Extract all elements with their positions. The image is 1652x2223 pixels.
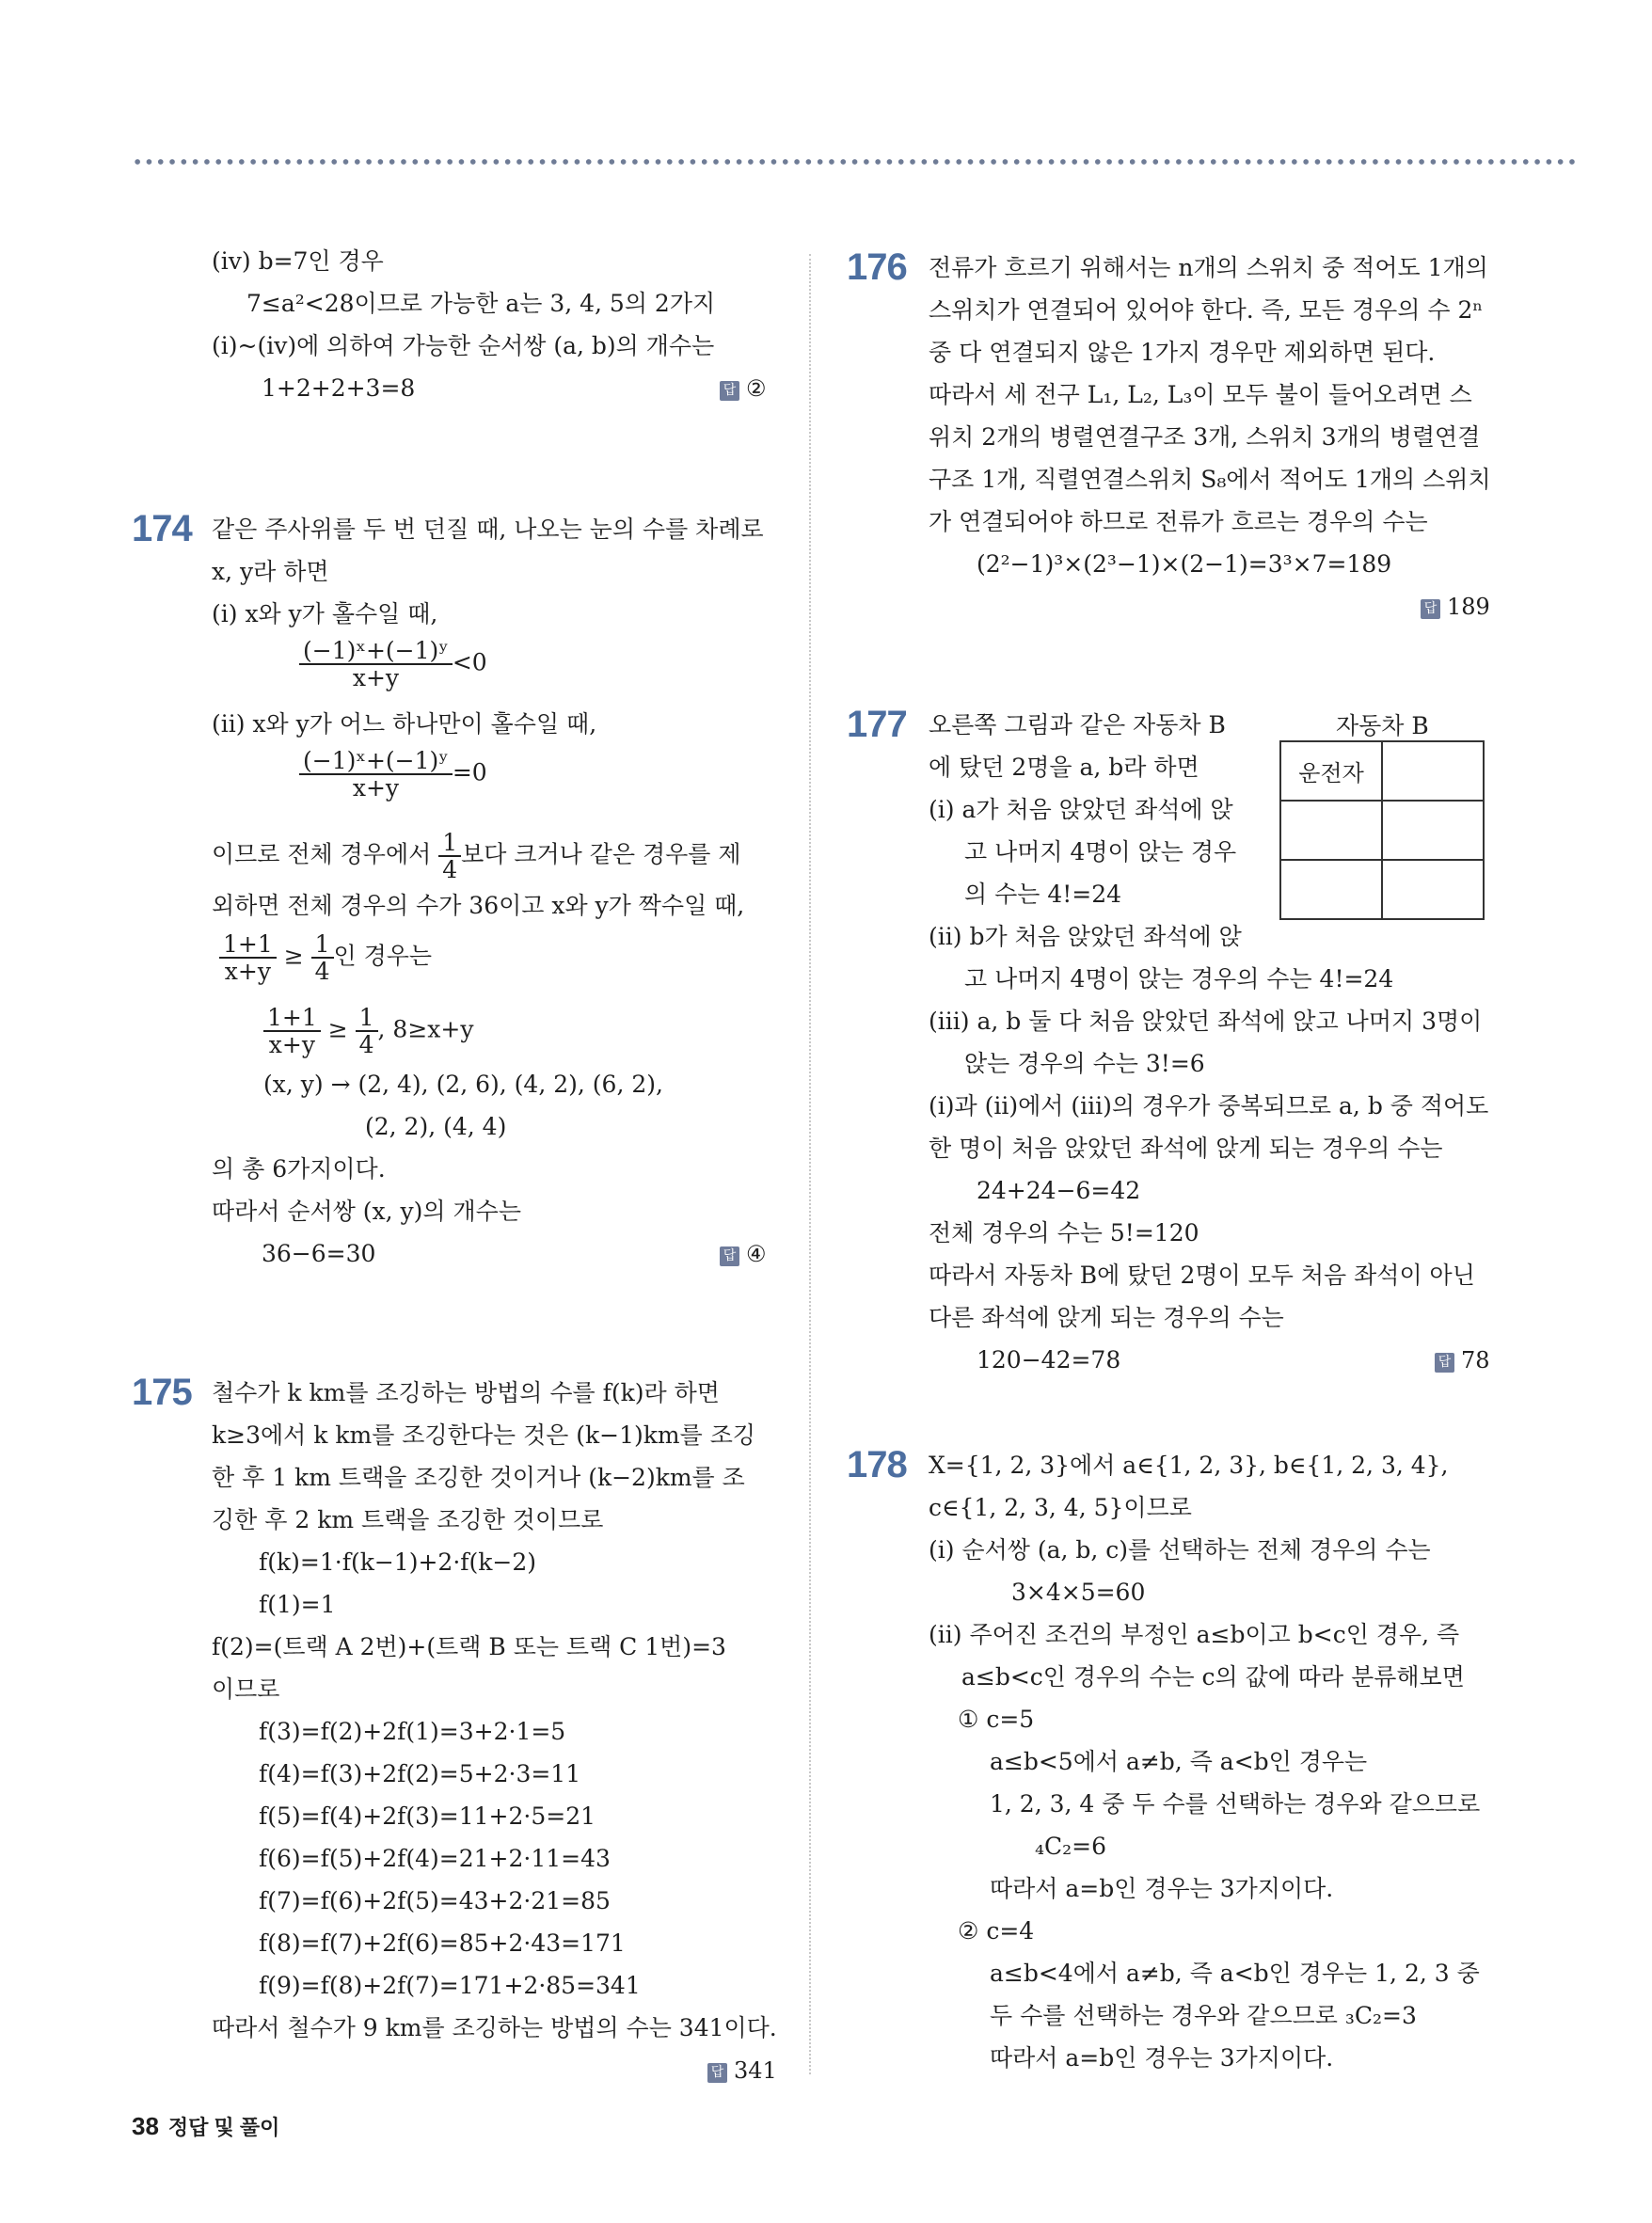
frac-denominator: x+y <box>352 774 400 802</box>
p178-line: 따라서 a=b인 경우는 3가지이다. <box>990 1875 1334 1902</box>
seat <box>1280 860 1382 919</box>
p176-line: 스위치가 연결되어 있어야 한다. 즉, 모든 경우의 수 2ⁿ <box>929 296 1484 324</box>
p177-answer <box>1435 1346 1490 1374</box>
header-dotted-rule <box>132 158 1577 166</box>
p175-line: f(3)=f(2)+2f(1)=3+2·1=5 <box>259 1718 566 1745</box>
frac-denominator: x+y <box>268 1031 315 1058</box>
p175-line: k≥3에서 k km를 조깅한다는 것은 (k−1)km를 조깅 <box>212 1421 756 1449</box>
text-segment: 이므로 전체 경우에서 <box>212 840 432 868</box>
p177-line: 고 나머지 4명이 앉는 경우의 수는 4!=24 <box>964 965 1394 992</box>
text-segment: 인 경우는 <box>333 942 433 970</box>
p173-answer <box>720 374 767 403</box>
p177-line: 고 나머지 4명이 앉는 경우 <box>964 838 1237 865</box>
problem-number-178: 178 <box>847 1444 907 1485</box>
frac-numerator: 1 <box>356 1005 378 1032</box>
p176-line: 중 다 연결되지 않은 1가지 경우만 제외하면 된다. <box>929 339 1436 366</box>
p176-line: (2²−1)³×(2³−1)×(2−1)=3³×7=189 <box>977 550 1392 578</box>
p178-line: ② c=4 <box>958 1917 1035 1945</box>
p178-line: (ii) 주어진 조건의 부정인 a≤b이고 b<c인 경우, 즉 <box>929 1621 1460 1648</box>
p175-line: 한 후 1 km 트랙을 조깅한 것이거나 (k−2)km를 조 <box>212 1464 745 1491</box>
problem-number-175: 175 <box>132 1372 192 1413</box>
p174-frac-i <box>299 638 487 691</box>
answer-badge: 답 <box>1421 599 1440 619</box>
seat <box>1280 801 1382 860</box>
text-segment: 보다 크거나 같은 경우를 제 <box>461 840 741 868</box>
p174-ineq1 <box>219 931 432 984</box>
p174-line: 따라서 순서쌍 (x, y)의 개수는 <box>212 1198 521 1225</box>
p175-line: f(2)=(트랙 A 2번)+(트랙 B 또는 트랙 C 1번)=3 <box>212 1633 726 1660</box>
p174-line: x, y라 하면 <box>212 558 329 585</box>
frac-denominator: 4 <box>442 856 458 883</box>
p174-line: (2, 2), (4, 4) <box>365 1113 507 1140</box>
p178-line: ₄C₂=6 <box>1035 1833 1107 1860</box>
p174-answer <box>720 1240 767 1268</box>
p177-line: 앉는 경우의 수는 3!=6 <box>964 1050 1205 1077</box>
p177-line: (iii) a, b 둘 다 처음 앉았던 좌석에 앉고 나머지 3명이 <box>929 1008 1483 1035</box>
p175-line: 철수가 k km를 조깅하는 방법의 수를 f(k)라 하면 <box>212 1379 720 1406</box>
p175-line: f(5)=f(4)+2f(3)=11+2·5=21 <box>259 1802 596 1830</box>
p175-line: 따라서 철수가 9 km를 조깅하는 방법의 수는 341이다. <box>212 2014 777 2041</box>
answer-value: ④ <box>746 1241 767 1267</box>
frac-denominator: 4 <box>314 958 330 985</box>
p178-line: a≤b<4에서 a≠b, 즉 a<b인 경우는 1, 2, 3 중 <box>990 1960 1480 1987</box>
p177-line: (ii) b가 처음 앉았던 좌석에 앉 <box>929 923 1242 950</box>
p178-line: a≤b<5에서 a≠b, 즉 a<b인 경우는 <box>990 1748 1368 1775</box>
p178-line: 두 수를 선택하는 경우와 같으므로 ₃C₂=3 <box>990 2002 1417 2029</box>
p175-line: f(7)=f(6)+2f(5)=43+2·21=85 <box>259 1887 611 1914</box>
p176-line: 따라서 세 전구 L₁, L₂, L₃이 모두 불이 들어오려면 스 <box>929 381 1472 408</box>
seat <box>1382 741 1484 801</box>
p175-line: f(1)=1 <box>259 1591 336 1618</box>
p173-case4-title: (iv) b=7인 경우 <box>212 247 384 275</box>
car-seat-diagram <box>1279 740 1485 920</box>
seat <box>1382 801 1484 860</box>
p174-line: 의 총 6가지이다. <box>212 1155 386 1183</box>
frac-relation: <0 <box>452 648 487 676</box>
p174-line: (x, y) → (2, 4), (2, 6), (4, 2), (6, 2), <box>263 1071 663 1098</box>
answer-value: 189 <box>1447 594 1490 620</box>
p177-line: 한 명이 처음 앉았던 좌석에 앉게 되는 경우의 수는 <box>929 1135 1443 1162</box>
frac-denominator: x+y <box>224 958 271 985</box>
p176-answer <box>1421 593 1490 621</box>
p175-line: f(k)=1·f(k−1)+2·f(k−2) <box>259 1548 537 1576</box>
p177-line: 따라서 자동차 B에 탔던 2명이 모두 처음 좌석이 아닌 <box>929 1262 1475 1289</box>
frac-numerator: 1+1 <box>219 931 277 959</box>
p177-line: (i)과 (ii)에서 (iii)의 경우가 중복되므로 a, b 중 적어도 <box>929 1092 1489 1119</box>
p177-line: 다른 좌석에 앉게 되는 경우의 수는 <box>929 1304 1284 1331</box>
p174-line: 외하면 전체 경우의 수가 36이고 x와 y가 짝수일 때, <box>212 892 745 919</box>
frac-numerator: 1 <box>311 931 334 959</box>
p174-quarter-line <box>212 830 741 882</box>
p177-line: 에 탔던 2명을 a, b라 하면 <box>929 754 1199 781</box>
answer-badge: 답 <box>707 2063 727 2083</box>
answer-value: 341 <box>734 2057 777 2084</box>
p173-case4-line: 7≤a²<28이므로 가능한 a는 3, 4, 5의 2가지 <box>246 290 716 317</box>
p177-line: 전체 경우의 수는 5!=120 <box>929 1219 1199 1246</box>
car-figure-title: 자동차 B <box>1336 712 1429 739</box>
p174-line: (ii) x와 y가 어느 하나만이 홀수일 때, <box>212 710 597 738</box>
p175-line: 이므로 <box>212 1675 280 1703</box>
frac-numerator: 1 <box>438 830 461 857</box>
p178-line: 3×4×5=60 <box>1011 1579 1146 1606</box>
p177-line: 24+24−6=42 <box>977 1177 1141 1204</box>
p178-line: a≤b<c인 경우의 수는 c의 값에 따라 분류해보면 <box>961 1663 1465 1691</box>
p176-line: 구조 1개, 직렬연결스위치 S₈에서 적어도 1개의 스위치 <box>929 466 1491 493</box>
page-footer <box>132 2112 279 2141</box>
frac-denominator: x+y <box>352 664 400 691</box>
p175-line: f(8)=f(7)+2f(6)=85+2·43=171 <box>259 1929 626 1957</box>
p175-answer <box>707 2056 777 2085</box>
answer-value: ② <box>746 375 767 402</box>
answer-badge: 답 <box>1435 1353 1454 1373</box>
problem-number-174: 174 <box>132 508 192 549</box>
frac-numerator: 1+1 <box>263 1005 321 1032</box>
p173-summary: (i)~(iv)에 의하여 가능한 순서쌍 (a, b)의 개수는 <box>212 332 715 359</box>
answer-value: 78 <box>1461 1347 1490 1373</box>
p178-line: X={1, 2, 3}에서 a∈{1, 2, 3}, b∈{1, 2, 3, 4}, <box>929 1452 1449 1479</box>
driver-seat: 운전자 <box>1280 741 1382 801</box>
p177-line: 오른쪽 그림과 같은 자동차 B <box>929 711 1226 738</box>
p178-line: ① c=5 <box>958 1706 1035 1733</box>
p174-line: (i) x와 y가 홀수일 때, <box>212 600 438 627</box>
p175-line: f(6)=f(5)+2f(4)=21+2·11=43 <box>259 1845 611 1872</box>
page-number: 38 <box>132 2112 159 2140</box>
seat <box>1382 860 1484 919</box>
frac-relation: =0 <box>452 758 487 786</box>
p178-line: 1, 2, 3, 4 중 두 수를 선택하는 경우와 같으므로 <box>990 1790 1481 1818</box>
frac-denominator: 4 <box>358 1031 374 1058</box>
text-segment: , 8≥x+y <box>377 1015 474 1043</box>
p174-frac-ii <box>299 748 487 801</box>
column-divider <box>809 254 811 2074</box>
answer-badge: 답 <box>720 381 739 401</box>
frac-numerator: (−1)ˣ+(−1)ʸ <box>299 748 453 775</box>
p175-line: f(9)=f(8)+2f(7)=171+2·85=341 <box>259 1972 641 1999</box>
p177-line: 120−42=78 <box>977 1346 1121 1373</box>
p176-line: 가 연결되어야 하므로 전류가 흐르는 경우의 수는 <box>929 508 1428 535</box>
p174-ineq2 <box>263 1005 473 1057</box>
p178-line: (i) 순서쌍 (a, b, c)를 선택하는 전체 경우의 수는 <box>929 1536 1431 1564</box>
answer-badge: 답 <box>720 1246 739 1266</box>
p174-line: 같은 주사위를 두 번 던질 때, 나오는 눈의 수를 차례로 <box>212 516 764 543</box>
p177-line: (i) a가 처음 앉았던 좌석에 앉 <box>929 796 1233 823</box>
operator: ≥ <box>327 1015 348 1043</box>
p178-line: c∈{1, 2, 3, 4, 5}이므로 <box>929 1494 1192 1521</box>
p175-line: f(4)=f(3)+2f(2)=5+2·3=11 <box>259 1760 581 1787</box>
p176-line: 위치 2개의 병렬연결구조 3개, 스위치 3개의 병렬연결 <box>929 423 1481 451</box>
problem-number-176: 176 <box>847 246 907 288</box>
p177-line: 의 수는 4!=24 <box>964 881 1122 908</box>
operator: ≥ <box>283 942 304 970</box>
p173-total: 1+2+2+3=8 <box>262 374 416 402</box>
p174-line: 36−6=30 <box>262 1240 376 1267</box>
p178-line: 따라서 a=b인 경우는 3가지이다. <box>990 2044 1334 2072</box>
frac-numerator: (−1)ˣ+(−1)ʸ <box>299 638 453 665</box>
problem-number-177: 177 <box>847 704 907 745</box>
p176-line: 전류가 흐르기 위해서는 n개의 스위치 중 적어도 1개의 <box>929 254 1488 281</box>
p175-line: 깅한 후 2 km 트랙을 조깅한 것이므로 <box>212 1506 604 1533</box>
footer-title: 정답 및 풀이 <box>167 2116 280 2139</box>
